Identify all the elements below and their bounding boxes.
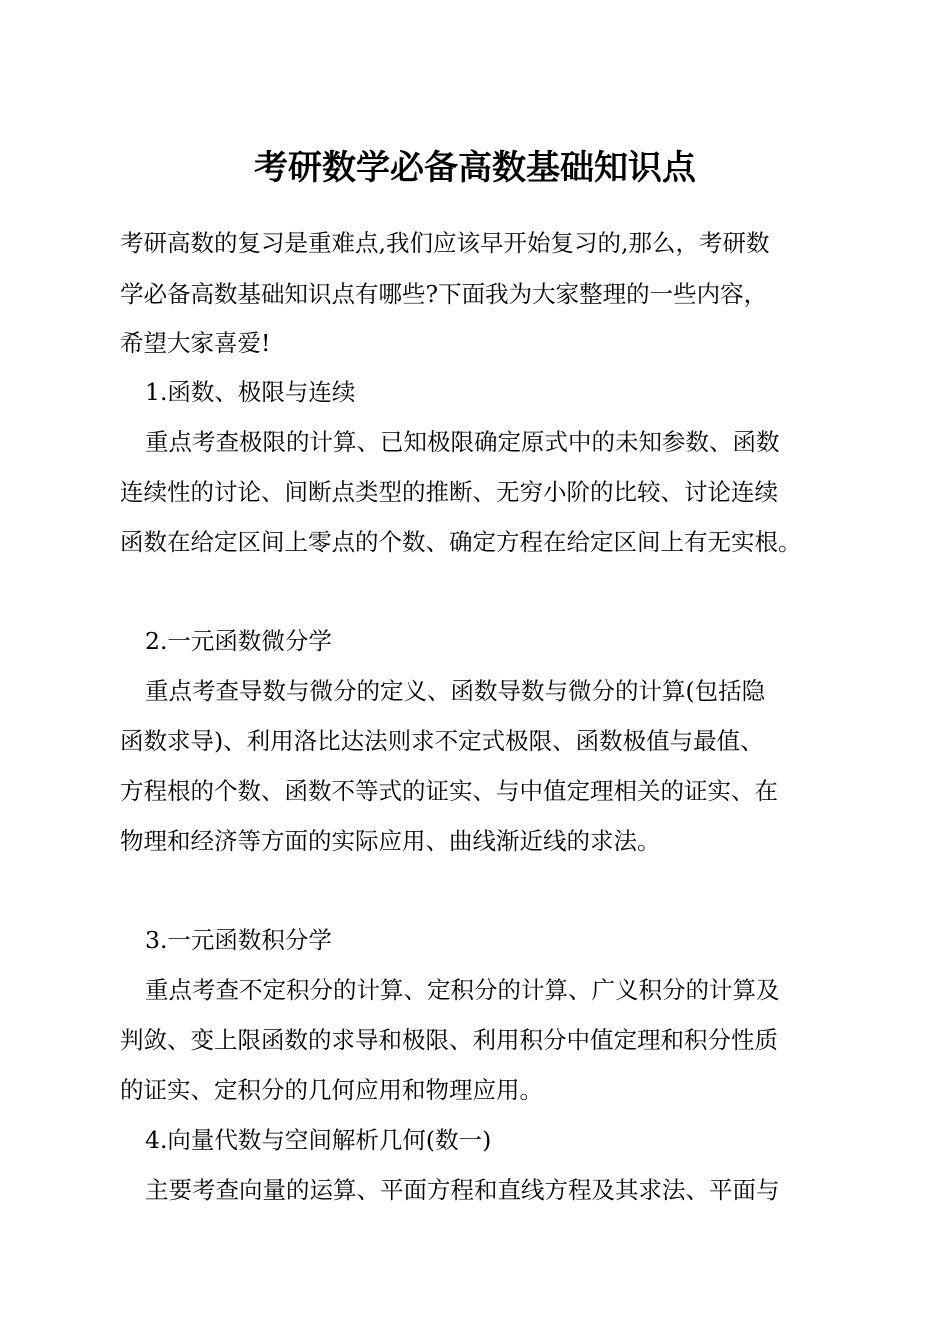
section-2-line-2: 函数求导)、利用洛比达法则求不定式极限、函数极值与最值、: [120, 727, 764, 755]
section-1-line-1: 重点考查极限的计算、已知极限确定原式中的未知参数、函数: [145, 428, 780, 456]
section-2-line-1: 重点考查导数与微分的定义、函数导数与微分的计算(包括隐: [145, 677, 766, 705]
section-4-line-1: 主要考查向量的运算、平面方程和直线方程及其求法、平面与: [145, 1176, 780, 1204]
section-2-line-3: 方程根的个数、函数不等式的证实、与中值定理相关的证实、在: [120, 777, 778, 805]
section-3-line-1: 重点考查不定积分的计算、定积分的计算、广义积分的计算及: [145, 976, 780, 1004]
section-2-heading: 2.一元函数微分学: [145, 627, 332, 655]
section-1-line-2: 连续性的讨论、间断点类型的推断、无穷小阶的比较、讨论连续: [120, 478, 778, 506]
page-title: 考研数学必备高数基础知识点: [254, 148, 696, 188]
section-1-heading: 1.函数、极限与连续: [145, 378, 356, 406]
section-3-line-3: 的证实、定积分的几何应用和物理应用。: [120, 1076, 543, 1104]
intro-line-2: 学必备高数基础知识点有哪些?下面我为大家整理的一些内容，: [120, 280, 768, 308]
section-3-heading: 3.一元函数积分学: [145, 926, 332, 954]
intro-line-3: 希望大家喜爱!: [120, 329, 271, 357]
section-2-line-4: 物理和经济等方面的实际应用、曲线渐近线的求法。: [120, 827, 661, 855]
section-1-line-3: 函数在给定区间上零点的个数、确定方程在给定区间上有无实根。: [120, 528, 802, 556]
section-3-line-2: 判敛、变上限函数的求导和极限、利用积分中值定理和积分性质: [120, 1026, 778, 1054]
section-4-heading: 4.向量代数与空间解析几何(数一): [145, 1126, 492, 1154]
intro-line-1: 考研高数的复习是重难点,我们应该早开始复习的,那么，考研数: [120, 229, 770, 257]
